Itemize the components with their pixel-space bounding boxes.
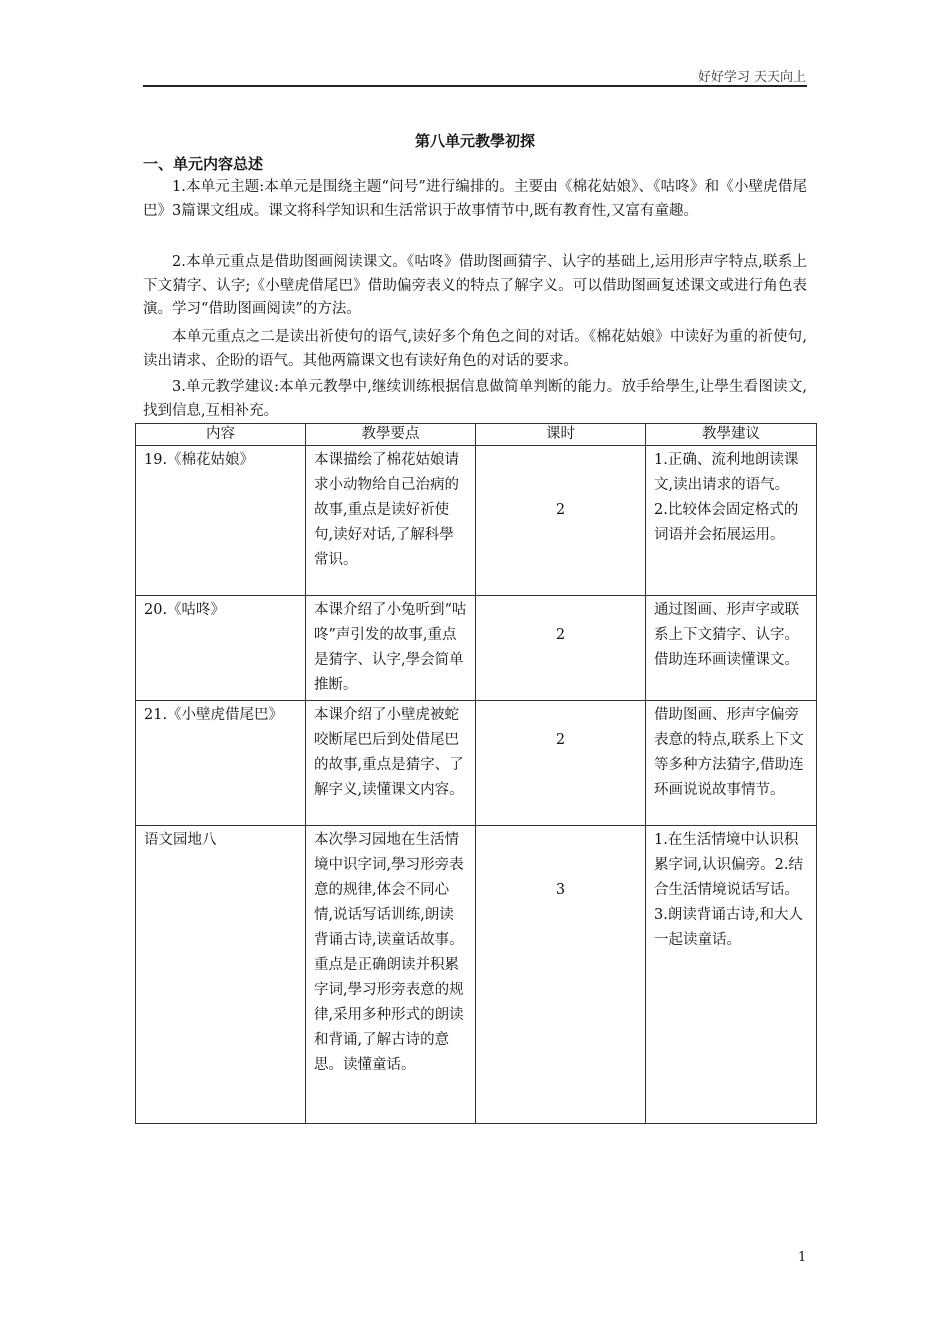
- advice-line: 2.比较体会固定格式的词语并会拓展运用。: [654, 502, 799, 543]
- cell-content: 21.《小壁虎借尾巴》: [136, 701, 306, 826]
- hours-value: 2: [555, 627, 566, 643]
- advice-line: 1.正确、流利地朗读课文,读出请求的语气。: [654, 452, 799, 493]
- header-rule: [143, 85, 807, 87]
- page-header-text: 好好学习 天天向上: [697, 70, 806, 85]
- document-title: 第八单元教學初探: [414, 132, 535, 150]
- paragraph-2-text: 2.本单元重点是借助图画阅读课文。《咕咚》借助图画猜字、认字的基础上,运用形声字特点,联系上下文猜字、认字;《小壁虎借尾巴》借助偏旁表义的特点了解字义。可以借助图画复述课文或进行角色表演。学习“借助图画阅读”的方法。: [143, 254, 807, 317]
- advice-line: 借助图画、形声字偏旁表意的特点,联系上下文等多种方法猜字,借助连环画说说故事情节。: [654, 707, 804, 798]
- cell-content: 19.《棉花姑娘》: [136, 446, 306, 596]
- table-row: [136, 701, 817, 826]
- advice-line: 3.朗读背诵古诗,和大人一起读童话。: [654, 907, 803, 948]
- advice-line: 通过图画、形声字或联系上下文猜字、认字。借助连环画读懂课文。: [654, 602, 799, 668]
- advice-line: 1.在生活情境中认识积累字词,认识偏旁。2.结合生活情境说话写话。: [654, 832, 803, 898]
- header-advice: 教學建议: [646, 424, 817, 446]
- header-points: 教學要点: [306, 424, 476, 446]
- cell-points: 本课描绘了棉花姑娘请求小动物给自己治病的故事,重点是读好祈使句,读好对话,了解科學常识。: [306, 446, 476, 596]
- hours-value: 2: [555, 732, 566, 748]
- cell-points: 本课介绍了小壁虎被蛇咬断尾巴后到处借尾巴的故事,重点是猜字、了解字义,读懂课文内容。: [306, 701, 476, 826]
- paragraph-3: [143, 326, 807, 373]
- paragraph-4: [143, 376, 807, 423]
- cell-advice: [646, 826, 817, 1124]
- cell-content: 语文园地八: [136, 826, 306, 1124]
- table-row: [136, 446, 817, 596]
- cell-hours: [476, 446, 646, 596]
- cell-hours: [476, 701, 646, 826]
- paragraph-1-text: 1.本单元主题:本单元是围绕主题“问号”进行编排的。主要由《棉花姑娘》、《咕咚》和《小壁虎借尾巴》3篇课文组成。课文将科学知识和生活常识于故事情节中,既有教育性,又富有童趣。: [143, 179, 807, 219]
- table-header-row: [136, 424, 817, 446]
- paragraph-3-text: 本单元重点之二是读出祈使句的语气,读好多个角色之间的对话。《棉花姑娘》中读好为重的祈使句,读出请求、企盼的语气。其他两篇课文也有读好角色的对话的要求。: [143, 329, 807, 369]
- cell-points: 本课介绍了小兔听到“咕咚”声引发的故事,重点是猜字、认字,學会简单推断。: [306, 596, 476, 701]
- cell-content: 20.《咕咚》: [136, 596, 306, 701]
- paragraph-4-text: 3.单元教学建议:本单元教學中,继续训练根据信息做简单判断的能力。放手给學生,让學生看图读文,找到信息,互相补充。: [143, 379, 807, 419]
- header-content: 内容: [136, 424, 306, 446]
- table-row: [136, 826, 817, 1124]
- header-hours: 课时: [476, 424, 646, 446]
- paragraph-1: [143, 176, 807, 223]
- table-row: [136, 596, 817, 701]
- cell-advice: [646, 596, 817, 701]
- hours-value: 2: [555, 502, 566, 518]
- cell-hours: [476, 826, 646, 1124]
- cell-advice: [646, 701, 817, 826]
- page-number: 1: [798, 1250, 807, 1265]
- cell-hours: [476, 596, 646, 701]
- hours-value: 3: [555, 882, 566, 898]
- paragraph-2: [143, 251, 807, 322]
- teaching-plan-table: [135, 423, 817, 1124]
- section-heading: 一、单元内容总述: [143, 155, 264, 173]
- cell-advice: [646, 446, 817, 596]
- cell-points: 本次學习园地在生活情境中识字词,學习形旁表意的规律,体会不同心情,说话写话训练,朗读背诵古诗,读童话故事。重点是正确朗读并积累字词,學习形旁表意的规律,采用多种形式的朗读和背诵,了解古诗的意思。读懂童话。: [306, 826, 476, 1124]
